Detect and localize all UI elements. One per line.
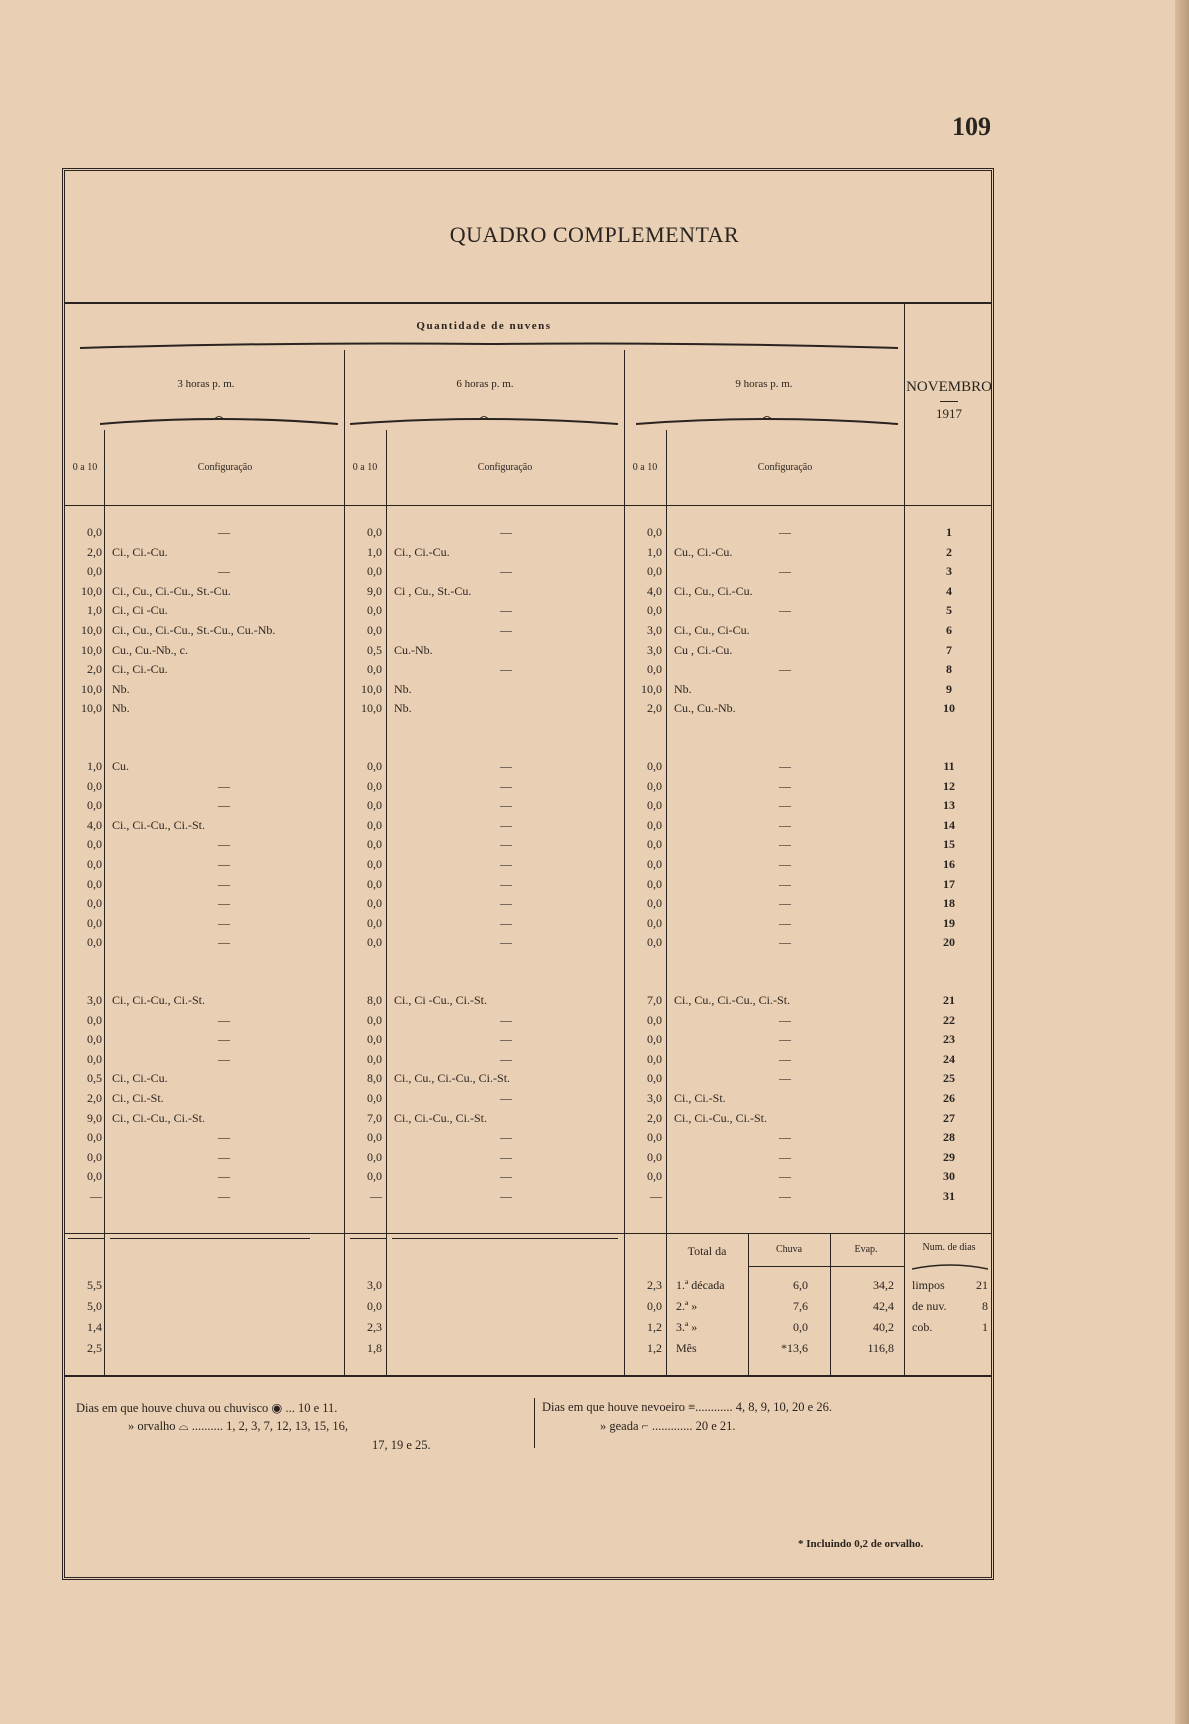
day-number: 5 xyxy=(946,603,952,618)
cloud-amount: 0,0 xyxy=(87,1012,102,1027)
cloud-configuration: — xyxy=(779,1051,791,1066)
summary-mean: 2,5 xyxy=(87,1341,102,1355)
cloud-amount: 0,0 xyxy=(647,662,662,677)
cloud-amount: 3,0 xyxy=(647,642,662,657)
day-number: 25 xyxy=(943,1071,955,1086)
cloud-configuration: — xyxy=(500,623,512,637)
cloud-amount: 0,0 xyxy=(647,1130,662,1145)
day-number: 18 xyxy=(943,896,955,911)
cloud-amount: 0,0 xyxy=(367,935,382,950)
period-header-3pm: 3 horas p. m. xyxy=(177,378,235,390)
cloud-amount: 0,0 xyxy=(87,798,102,813)
cloud-configuration: — xyxy=(779,564,791,579)
cloud-amount: 0,0 xyxy=(367,1091,382,1105)
summary-period: 3.ª » xyxy=(676,1320,698,1334)
cloud-amount: 0,0 xyxy=(87,1149,102,1164)
cloud-configuration: Ci., Ci.-Cu., Ci.-St. xyxy=(112,993,206,1007)
cloud-amount: 2,0 xyxy=(647,1110,662,1125)
cloud-configuration: — xyxy=(218,525,230,539)
cloud-amount: 3,0 xyxy=(647,623,662,637)
cloud-configuration: — xyxy=(779,759,791,773)
cloud-amount: 10,0 xyxy=(81,583,102,598)
cloud-configuration: Ci , Cu., St.-Cu. xyxy=(394,583,472,598)
cloud-amount: 0,0 xyxy=(647,564,662,579)
summary-evap: 42,4 xyxy=(873,1299,894,1313)
footer-fog-days: Dias em que houve nevoeiro ≡............ 4, 8, 9, 10, 20 e 26. xyxy=(542,1400,832,1414)
cloud-configuration: Ci., Cu., Ci.-Cu., Ci.-St. xyxy=(394,1071,511,1086)
summary-days-count: 8 xyxy=(982,1299,988,1313)
cloud-amount: 4,0 xyxy=(87,817,102,832)
cloud-configuration: Nb. xyxy=(112,681,130,696)
summary-evap: 34,2 xyxy=(873,1278,894,1292)
cloud-amount: 10,0 xyxy=(81,681,102,696)
cloud-amount: 0,0 xyxy=(87,876,102,891)
day-number: 20 xyxy=(943,935,955,950)
cloud-configuration: — xyxy=(218,564,230,579)
cloud-configuration: — xyxy=(779,1071,791,1086)
day-number: 11 xyxy=(943,759,955,773)
summary-mean: 0,0 xyxy=(647,1299,662,1313)
cloud-configuration: Ci., Cu., Ci.-Cu., St.-Cu., Cu.-Nb. xyxy=(112,623,276,637)
cloud-configuration: — xyxy=(218,876,230,891)
cloud-configuration: — xyxy=(218,915,230,930)
day-number: 4 xyxy=(946,583,952,598)
scale-header: 0 a 10 xyxy=(72,462,98,473)
summary-period: 2.ª » xyxy=(676,1299,698,1313)
cloud-amount: 0,0 xyxy=(367,778,382,793)
cloud-configuration: — xyxy=(779,876,791,891)
day-number: 24 xyxy=(943,1051,955,1066)
cloud-amount: 0,0 xyxy=(647,1169,662,1184)
cloud-configuration: Ci., Ci.-Cu. xyxy=(394,544,450,559)
cloud-configuration: — xyxy=(779,1012,791,1027)
summary-header-rule xyxy=(748,1266,904,1267)
col-divider xyxy=(624,350,625,1375)
footer-rule xyxy=(65,1375,992,1377)
cloud-configuration: Ci., Ci.-Cu., Ci.-St. xyxy=(674,1110,768,1125)
cloud-configuration: Cu., Ci.-Cu. xyxy=(674,544,733,559)
summary-divider xyxy=(830,1233,831,1375)
cloud-amount: 0,0 xyxy=(87,564,102,579)
cloud-amount: 10,0 xyxy=(81,623,102,637)
config-header: Configuração xyxy=(197,462,253,473)
numdias-label: Num. de dias xyxy=(922,1242,976,1253)
summary-mean: 5,5 xyxy=(87,1278,102,1292)
summary-divider xyxy=(748,1233,749,1375)
month-underline xyxy=(940,401,958,402)
col-divider xyxy=(344,350,345,1375)
month-header: NOVEMBRO xyxy=(906,379,992,395)
cloud-amount: 8,0 xyxy=(367,993,382,1007)
cloud-amount: 0,0 xyxy=(647,1149,662,1164)
cloud-configuration: Ci., Ci.-Cu., Ci.-St. xyxy=(112,817,206,832)
summary-evap: 116,8 xyxy=(867,1341,894,1355)
day-number: 30 xyxy=(943,1169,955,1184)
cloud-amount: 0,0 xyxy=(87,896,102,911)
footer-rain-days: Dias em que houve chuva ou chuvisco ◉ ... 10 e 11. xyxy=(76,1401,338,1415)
day-number: 29 xyxy=(943,1149,955,1164)
cloud-amount: 1,0 xyxy=(87,759,102,773)
cloud-amount: 0,0 xyxy=(647,935,662,950)
period-brace xyxy=(350,416,618,426)
cloud-configuration: Ci., Ci.-St. xyxy=(112,1091,164,1105)
config-header: Configuração xyxy=(477,462,533,473)
numdias-brace xyxy=(912,1262,988,1272)
cloud-configuration: Ci., Ci.-Cu. xyxy=(112,1071,168,1086)
cloud-amount: 0,0 xyxy=(647,857,662,871)
day-number: 31 xyxy=(943,1189,955,1203)
config-header: Configuração xyxy=(757,462,813,473)
day-number: 9 xyxy=(946,681,952,696)
cloud-amount: 0,0 xyxy=(87,837,102,852)
cloud-amount: 0,0 xyxy=(647,1032,662,1047)
cloud-configuration: Nb. xyxy=(394,701,412,716)
cloud-configuration: — xyxy=(500,1091,512,1105)
day-number: 13 xyxy=(943,798,955,813)
day-number: 21 xyxy=(943,993,955,1007)
cloud-amount: 10,0 xyxy=(641,681,662,696)
cloud-amount: 7,0 xyxy=(647,993,662,1007)
cloud-configuration: — xyxy=(500,603,512,618)
summary-mean: 2,3 xyxy=(647,1278,662,1292)
day-number: 3 xyxy=(946,564,952,579)
cloud-configuration: — xyxy=(779,817,791,832)
cloud-amount: 0,0 xyxy=(367,876,382,891)
cloud-amount: 0,0 xyxy=(367,837,382,852)
cloud-amount: 4,0 xyxy=(647,583,662,598)
summary-rule xyxy=(65,1233,992,1234)
scale-header: 0 a 10 xyxy=(352,462,378,473)
cloud-amount: 0,0 xyxy=(367,896,382,911)
cloud-amount: 0,0 xyxy=(87,1032,102,1047)
cloud-amount: 3,0 xyxy=(87,993,102,1007)
cloud-configuration: Ci., Cu., Ci.-Cu. xyxy=(674,583,753,598)
cloud-amount: 0,0 xyxy=(367,915,382,930)
cloud-configuration: — xyxy=(500,1032,512,1047)
summary-days-label: de nuv. xyxy=(912,1299,947,1313)
day-number: 23 xyxy=(943,1032,955,1047)
day-number: 28 xyxy=(943,1130,955,1145)
cloud-amount: 0,5 xyxy=(367,642,382,657)
cloud-configuration: Nb. xyxy=(394,681,412,696)
cloud-configuration: — xyxy=(500,915,512,930)
cloud-configuration: Cu. xyxy=(112,759,130,773)
cloud-configuration: — xyxy=(218,837,230,852)
col-divider xyxy=(666,430,667,1375)
cloud-amount: 0,0 xyxy=(647,896,662,911)
cloud-configuration: Cu., Cu.-Nb., c. xyxy=(112,642,188,657)
cloud-configuration: — xyxy=(779,525,791,539)
summary-days-label: cob. xyxy=(912,1320,933,1334)
cloud-amount: 0,0 xyxy=(87,915,102,930)
cloud-configuration: — xyxy=(500,1012,512,1027)
cloud-configuration: Cu., Cu.-Nb. xyxy=(674,701,736,716)
cloud-configuration: — xyxy=(779,798,791,813)
cloud-amount: 1,0 xyxy=(647,544,662,559)
day-number: 16 xyxy=(943,857,955,871)
summary-rule xyxy=(68,1238,104,1239)
cloud-amount: 0,0 xyxy=(647,1012,662,1027)
day-number: 14 xyxy=(943,817,955,832)
cloud-amount: 10,0 xyxy=(81,701,102,716)
cloud-configuration: — xyxy=(218,1130,230,1145)
cloud-amount: 10,0 xyxy=(361,701,382,716)
cloud-amount: 0,0 xyxy=(647,837,662,852)
cloud-configuration: — xyxy=(500,759,512,773)
cloud-amount: 0,5 xyxy=(87,1071,102,1086)
summary-evap: 40,2 xyxy=(873,1320,894,1334)
cloud-amount: 2,0 xyxy=(647,701,662,716)
cloud-configuration: — xyxy=(500,857,512,871)
day-number: 26 xyxy=(943,1091,955,1105)
cloud-configuration: Ci., Cu., Ci.-Cu., St.-Cu. xyxy=(112,583,231,598)
cloud-amount: 0,0 xyxy=(87,1130,102,1145)
cloud-amount: 0,0 xyxy=(367,1149,382,1164)
cloud-amount: 2,0 xyxy=(87,544,102,559)
summary-mean: 1,2 xyxy=(647,1341,662,1355)
day-number: 12 xyxy=(943,778,955,793)
period-header-6pm: 6 horas p. m. xyxy=(456,378,514,390)
evap-label: Evap. xyxy=(854,1244,878,1255)
cloud-configuration: Cu.-Nb. xyxy=(394,642,433,657)
cloud-amount: 2,0 xyxy=(87,662,102,677)
cloud-configuration: Ci., Ci.-St. xyxy=(674,1091,726,1105)
day-number: 1 xyxy=(946,525,952,539)
cloud-configuration: — xyxy=(500,798,512,813)
title-rule xyxy=(65,302,992,304)
day-number: 2 xyxy=(946,544,952,559)
scale-header: 0 a 10 xyxy=(632,462,658,473)
day-number: 8 xyxy=(946,662,952,677)
cloud-amount: 0,0 xyxy=(647,798,662,813)
cloud-configuration: — xyxy=(500,525,512,539)
cloud-amount: 0,0 xyxy=(87,1051,102,1066)
cloud-amount: 0,0 xyxy=(647,915,662,930)
cloud-amount: 0,0 xyxy=(647,876,662,891)
cloud-configuration: — xyxy=(779,837,791,852)
cloud-amount: 0,0 xyxy=(87,525,102,539)
cloud-configuration: — xyxy=(218,1189,230,1203)
cloud-configuration: — xyxy=(779,603,791,618)
cloud-amount: 0,0 xyxy=(367,857,382,871)
cloud-configuration: — xyxy=(500,935,512,950)
cloud-amount: 0,0 xyxy=(647,1071,662,1086)
cloud-amount: 0,0 xyxy=(647,1051,662,1066)
cloud-amount: 0,0 xyxy=(367,1051,382,1066)
cloud-configuration: Nb. xyxy=(674,681,692,696)
col-divider xyxy=(104,430,105,1375)
cloud-amount: 0,0 xyxy=(87,1169,102,1184)
total-label: Total da xyxy=(687,1244,727,1258)
cloud-configuration: — xyxy=(500,896,512,911)
cloud-configuration: — xyxy=(218,1051,230,1066)
summary-chuva: 7,6 xyxy=(793,1299,808,1313)
summary-mean: 3,0 xyxy=(367,1278,382,1292)
summary-mean: 5,0 xyxy=(87,1299,102,1313)
cloud-configuration: — xyxy=(218,896,230,911)
cloud-configuration: Ci., Cu., Ci-Cu. xyxy=(674,623,750,637)
day-number: 19 xyxy=(943,915,955,930)
summary-days-label: limpos xyxy=(912,1278,945,1292)
cloud-amount: 0,0 xyxy=(87,857,102,871)
cloud-configuration: Ci., Cu., Ci.-Cu., Ci.-St. xyxy=(674,993,791,1007)
cloud-configuration: — xyxy=(218,1169,230,1184)
footer-divider xyxy=(534,1398,535,1448)
cloud-amount: 0,0 xyxy=(647,603,662,618)
cloud-configuration: — xyxy=(500,662,512,677)
cloud-configuration: — xyxy=(779,778,791,793)
cloud-amount: 0,0 xyxy=(367,1032,382,1047)
day-number: 6 xyxy=(946,623,952,637)
footer-dew-days: » orvalho ⌓ .......... 1, 2, 3, 7, 12, 13, 15, 16, xyxy=(128,1419,348,1433)
cloud-configuration: — xyxy=(779,857,791,871)
cloud-configuration: — xyxy=(218,935,230,950)
cloud-configuration: Nb. xyxy=(112,701,130,716)
cloud-configuration: — xyxy=(779,1189,791,1203)
cloud-configuration: — xyxy=(218,1032,230,1047)
summary-rule xyxy=(392,1238,618,1239)
cloud-amount: 0,0 xyxy=(367,798,382,813)
cloud-configuration: — xyxy=(779,662,791,677)
cloud-configuration: — xyxy=(218,798,230,813)
cloud-configuration: Ci., Ci.-Cu. xyxy=(112,544,168,559)
cloud-amount: 0,0 xyxy=(367,1130,382,1145)
col-divider xyxy=(386,430,387,1375)
summary-chuva: 0,0 xyxy=(793,1320,808,1334)
group-brace xyxy=(80,340,898,350)
cloud-amount: 0,0 xyxy=(367,817,382,832)
cloud-amount: 10,0 xyxy=(361,681,382,696)
page-number: 109 xyxy=(952,112,991,141)
day-number: 22 xyxy=(943,1012,955,1027)
footer-frost-days: » geada ⌐ ............. 20 e 21. xyxy=(600,1419,736,1433)
header-rule xyxy=(65,505,992,506)
cloud-amount: 9,0 xyxy=(87,1110,102,1125)
summary-period: 1.ª década xyxy=(676,1278,725,1292)
cloud-configuration: — xyxy=(500,1130,512,1145)
cloud-amount: 0,0 xyxy=(647,817,662,832)
cloud-amount: 0,0 xyxy=(367,1169,382,1184)
cloud-configuration: — xyxy=(500,876,512,891)
summary-mean: 1,8 xyxy=(367,1341,382,1355)
day-number: 7 xyxy=(946,642,952,657)
page-edge xyxy=(1175,0,1189,1724)
cloud-configuration: — xyxy=(779,1032,791,1047)
cloud-configuration: — xyxy=(779,1169,791,1184)
cloud-amount: 0,0 xyxy=(647,759,662,773)
cloud-amount: — xyxy=(370,1189,382,1203)
cloud-amount: 0,0 xyxy=(87,778,102,793)
cloud-amount: 0,0 xyxy=(647,525,662,539)
cloud-configuration: Ci., Ci -Cu., Ci.-St. xyxy=(394,993,488,1007)
cloud-configuration: — xyxy=(218,1149,230,1164)
cloud-configuration: — xyxy=(500,778,512,793)
summary-chuva: *13,6 xyxy=(781,1341,808,1355)
group-header: Quantidade de nuvens xyxy=(416,320,552,332)
cloud-configuration: Cu , Ci.-Cu. xyxy=(674,642,733,657)
cloud-amount: 1,0 xyxy=(87,603,102,618)
cloud-configuration: — xyxy=(500,1189,512,1203)
summary-period: Mês xyxy=(676,1341,697,1355)
cloud-configuration: — xyxy=(779,1130,791,1145)
cloud-amount: 3,0 xyxy=(647,1091,662,1105)
cloud-amount: 0,0 xyxy=(647,778,662,793)
period-brace xyxy=(100,416,338,426)
cloud-amount: 0,0 xyxy=(367,1012,382,1027)
cloud-amount: 0,0 xyxy=(367,623,382,637)
summary-days-count: 1 xyxy=(982,1320,988,1334)
cloud-amount: 2,0 xyxy=(87,1091,102,1105)
chuva-label: Chuva xyxy=(775,1244,803,1255)
cloud-amount: 7,0 xyxy=(367,1110,382,1125)
summary-chuva: 6,0 xyxy=(793,1278,808,1292)
cloud-configuration: — xyxy=(218,1012,230,1027)
summary-rule xyxy=(350,1238,386,1239)
cloud-amount: — xyxy=(90,1189,102,1203)
summary-days-count: 21 xyxy=(976,1278,988,1292)
cloud-amount: — xyxy=(650,1189,662,1203)
cloud-configuration: — xyxy=(500,1051,512,1066)
year-header: 1917 xyxy=(936,406,962,421)
cloud-amount: 8,0 xyxy=(367,1071,382,1086)
cloud-configuration: Ci., Ci -Cu. xyxy=(112,603,168,618)
summary-mean: 1,4 xyxy=(87,1320,102,1334)
summary-rule xyxy=(110,1238,310,1239)
day-number: 17 xyxy=(943,876,955,891)
cloud-configuration: — xyxy=(500,837,512,852)
cloud-configuration: — xyxy=(779,935,791,950)
period-header-9pm: 9 horas p. m. xyxy=(735,378,793,390)
cloud-configuration: — xyxy=(779,1149,791,1164)
cloud-configuration: — xyxy=(500,817,512,832)
cloud-configuration: — xyxy=(500,1149,512,1164)
day-number: 10 xyxy=(943,701,955,716)
cloud-amount: 1,0 xyxy=(367,544,382,559)
page-title: QUADRO COMPLEMENTAR xyxy=(449,222,740,247)
cloud-amount: 0,0 xyxy=(367,564,382,579)
cloud-configuration: — xyxy=(500,564,512,579)
cloud-configuration: Ci., Ci.-Cu., Ci.-St. xyxy=(112,1110,206,1125)
cloud-amount: 0,0 xyxy=(87,935,102,950)
cloud-amount: 0,0 xyxy=(367,759,382,773)
col-divider xyxy=(904,302,905,1375)
day-number: 15 xyxy=(943,837,955,852)
cloud-configuration: — xyxy=(779,896,791,911)
cloud-configuration: — xyxy=(218,778,230,793)
cloud-configuration: — xyxy=(779,915,791,930)
cloud-amount: 0,0 xyxy=(367,525,382,539)
day-number: 27 xyxy=(943,1110,955,1125)
summary-mean: 0,0 xyxy=(367,1299,382,1313)
cloud-configuration: Ci., Ci.-Cu. xyxy=(112,662,168,677)
cloud-configuration: — xyxy=(500,1169,512,1184)
summary-mean: 1,2 xyxy=(647,1320,662,1334)
cloud-configuration: Ci., Ci.-Cu., Ci.-St. xyxy=(394,1110,488,1125)
cloud-amount: 10,0 xyxy=(81,642,102,657)
cloud-amount: 9,0 xyxy=(367,583,382,598)
summary-mean: 2,3 xyxy=(367,1320,382,1334)
cloud-amount: 0,0 xyxy=(367,662,382,677)
cloud-configuration: — xyxy=(218,857,230,871)
period-brace xyxy=(636,416,898,426)
footnote: * Incluindo 0,2 de orvalho. xyxy=(798,1538,924,1550)
cloud-amount: 0,0 xyxy=(367,603,382,618)
footer-dew-days-cont: 17, 19 e 25. xyxy=(372,1438,431,1452)
